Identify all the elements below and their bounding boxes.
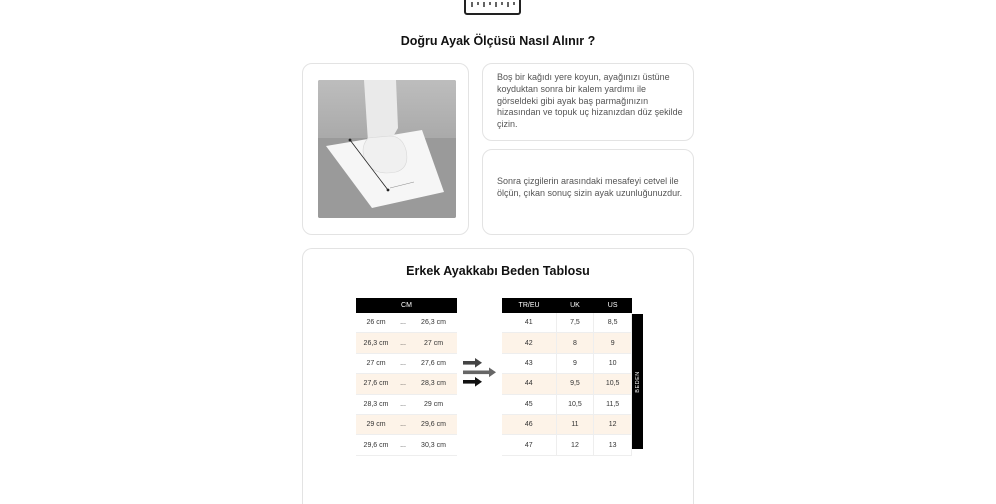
size-row (502, 394, 632, 414)
cm-row (356, 313, 457, 333)
cm-row (356, 374, 457, 394)
cm-row (356, 394, 457, 414)
step1-text: Boş bir kağıdı yere koyun, ayağınızı üstüne koyduktan sonra bir kalem yardımı ile görseldeki gibi ayak baş parmağınızın hizasından ve topuk uç hizanızdan düz şekilde çizin. (497, 72, 683, 130)
guide-title: Doğru Ayak Ölçüsü Nasıl Alınır ? (400, 34, 596, 48)
cm-from: 26 cm (356, 313, 396, 333)
size-row (502, 353, 632, 373)
cm-from: 28,3 cm (356, 394, 396, 414)
size-header-row (502, 298, 632, 313)
size-uk: 11 (556, 414, 594, 434)
size-tr-eu: 45 (502, 394, 556, 414)
cm-to: 28,3 cm (410, 374, 457, 394)
size-us: 8,5 (594, 313, 632, 333)
size-row (502, 374, 632, 394)
ruler-icon (464, 0, 521, 16)
size-table-body (502, 313, 632, 455)
cm-to: 27,6 cm (410, 353, 457, 373)
cm-from: 29 cm (356, 414, 396, 434)
size-row (502, 435, 632, 455)
size-row (502, 414, 632, 434)
cm-header: CM (356, 298, 457, 313)
size-tr-eu: 43 (502, 353, 556, 373)
side-label-bar (632, 314, 643, 449)
size-row (502, 313, 632, 333)
size-us: 12 (594, 414, 632, 434)
cm-to: 27 cm (410, 333, 457, 353)
step2-card (482, 149, 694, 235)
foot-image-card (302, 63, 469, 235)
cm-row (356, 435, 457, 455)
size-row (502, 333, 632, 353)
cm-to: 29 cm (410, 394, 457, 414)
size-us: 9 (594, 333, 632, 353)
size-uk: 12 (556, 435, 594, 455)
size-us: 10,5 (594, 374, 632, 394)
size-tr-eu: 44 (502, 374, 556, 394)
cm-sep: ... (396, 333, 410, 353)
size-us: 11,5 (594, 394, 632, 414)
size-us: 10 (594, 353, 632, 373)
size-tr-eu: 47 (502, 435, 556, 455)
cm-to: 26,3 cm (410, 313, 457, 333)
size-tr-eu: 41 (502, 313, 556, 333)
step2-text: Sonra çizgilerin arasındaki mesafeyi cetvel ile ölçün, çıkan sonuç sizin ayak uzunluğunuzdur. (497, 176, 683, 198)
cm-from: 27 cm (356, 353, 396, 373)
cm-sep: ... (396, 394, 410, 414)
size-chart-title: Erkek Ayakkabı Beden Tablosu (406, 264, 590, 278)
cm-from: 26,3 cm (356, 333, 396, 353)
cm-table (356, 298, 457, 456)
size-uk: 7,5 (556, 313, 594, 333)
size-header-2: US (594, 298, 632, 313)
size-tr-eu: 42 (502, 333, 556, 353)
step1-card (482, 63, 694, 141)
side-label: BEDEN (634, 370, 641, 393)
arrows-icon (463, 357, 497, 389)
cm-sep: ... (396, 435, 410, 455)
size-uk: 10,5 (556, 394, 594, 414)
size-tr-eu: 46 (502, 414, 556, 434)
size-table (502, 298, 632, 456)
cm-to: 29,6 cm (410, 414, 457, 434)
cm-to: 30,3 cm (410, 435, 457, 455)
cm-from: 27,6 cm (356, 374, 396, 394)
cm-row (356, 353, 457, 373)
cm-table-body (356, 313, 457, 455)
size-header-0: TR/EU (502, 298, 556, 313)
cm-sep: ... (396, 353, 410, 373)
size-header-1: UK (556, 298, 594, 313)
size-us: 13 (594, 435, 632, 455)
cm-from: 29,6 cm (356, 435, 396, 455)
foot-measurement-photo (318, 80, 456, 218)
cm-sep: ... (396, 313, 410, 333)
cm-sep: ... (396, 374, 410, 394)
size-uk: 9,5 (556, 374, 594, 394)
cm-row (356, 333, 457, 353)
size-uk: 8 (556, 333, 594, 353)
size-uk: 9 (556, 353, 594, 373)
cm-sep: ... (396, 414, 410, 434)
cm-row (356, 414, 457, 434)
